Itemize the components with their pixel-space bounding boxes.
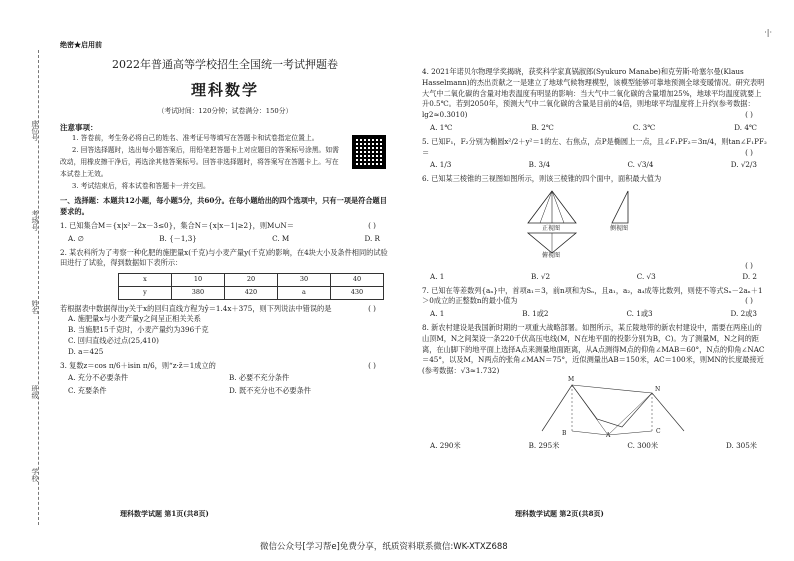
table-cell: x — [119, 274, 172, 287]
question-stem: 7. 已知在等差数列{aₙ}中，首项a₁＝3，前n项和为Sₙ，且a₁，a₂，a₄成等比数列，则使不等式Sₙ－2aₙ＋1＞0成立的正整数n的最小值为 — [422, 285, 763, 306]
table-row — [119, 286, 384, 299]
option-b: B. {－1,3} — [159, 233, 197, 243]
mountain-figure — [422, 375, 767, 439]
option-d: D. 305米 — [726, 440, 757, 450]
option-c: C. 300米 — [627, 440, 659, 450]
binding-strip — [0, 50, 48, 540]
option-b: B. 2℃ — [531, 122, 554, 132]
option-c: C. 充要条件 — [68, 386, 107, 396]
binding-label-class: 班级 — [31, 385, 39, 399]
option-d: D. 4℃ — [734, 122, 757, 132]
question-2 — [60, 248, 390, 358]
option-d: D. √2/3 — [730, 160, 757, 170]
option-c: C. √3/4 — [627, 160, 654, 170]
left-column — [60, 40, 390, 540]
table-cell: 40 — [331, 274, 384, 287]
options — [422, 160, 767, 171]
question-8 — [422, 323, 767, 452]
table-cell: a — [278, 286, 331, 299]
page-footer-2: 理科数学试题 第2页(共8页) — [515, 509, 604, 518]
notes-title: 注意事项： — [60, 122, 98, 132]
option-a: A. 290米 — [430, 440, 461, 450]
option-a: A. 1℃ — [430, 122, 453, 132]
option-d: D. R — [364, 233, 380, 243]
answer-paren: ( ) — [368, 303, 376, 313]
option-b: B. 必要不充分条件 — [229, 373, 290, 383]
question-stem: 8. 新农村建设是我国新时期的一项重大战略部署。如图所示，某丘陵地带的新农村建设中，需要在两座山的山顶M，N之间架设一条220千伏高压电线(M，N在地平面的投影分别为B，C)。为了测量M，N之间的距离，在山脚下的地平面上选择A点来测量地面距离，从A点测得M点的仰角∠MAB＝60°，N点的仰角∠NAC＝45°，以及M，N两点的张角∠MAN＝75°，近似测量出AB＝150米，AC＝100米，则MN的长度最接近(参考数据：√3≈1.732) — [422, 322, 765, 376]
qr-code-icon — [352, 135, 386, 169]
answer-paren: ( ) — [745, 110, 753, 120]
note-item: 3. 考试结束后，将本试卷和答题卡一并交回。 — [72, 181, 210, 190]
page-footer-1: 理科数学试题 第1页(共8页) — [120, 509, 209, 518]
answer-paren: ( ) — [368, 220, 376, 230]
answer-paren: ( ) — [745, 147, 753, 157]
question-7 — [422, 286, 767, 320]
secret-mark: 绝密★启用前 — [60, 40, 102, 49]
side-view — [612, 191, 628, 223]
answer-paren: ( ) — [745, 260, 753, 270]
question-stem: 2. 某农科所为了考察一种化肥的施肥量x(千克)与小麦产量y(千克)的影响，在4块大小及条件相同的试验田进行了试验，得到数据如下表所示： — [60, 247, 388, 268]
question-1 — [60, 221, 390, 245]
options — [60, 234, 390, 245]
front-view — [528, 191, 576, 223]
question-6 — [422, 174, 767, 282]
section-title: 一、选择题：本题共12小题，每小题5分，共60分。在每小题给出的四个选项中，只有一项是符合题目要求的。 — [60, 196, 387, 217]
options — [422, 123, 767, 134]
answer-paren: ( ) — [745, 296, 753, 306]
option-c: C. 3℃ — [632, 122, 656, 132]
three-view-svg — [422, 187, 767, 259]
label-m: M — [568, 375, 575, 383]
answer-paren: ( ) — [368, 360, 376, 370]
table-cell: 20 — [225, 274, 278, 287]
question-stem: 6. 已知某三棱锥的三视图如图所示，则该三棱锥的四个面中，面积最大值为 — [422, 174, 662, 184]
option-d: D. 既不充分也不必要条件 — [229, 386, 311, 396]
label-b: B — [562, 429, 567, 437]
option-a: A. ∅ — [68, 233, 85, 243]
option-c: C. √3 — [636, 271, 656, 281]
option-a: A. 1 — [430, 271, 445, 281]
binding-label-room: 考场号 — [31, 210, 39, 231]
option-a: A. 1 — [430, 309, 445, 319]
question-stem: 1. 已知集合M＝{x|x²－2x－3≤0}，集合N＝{x|x－1|≥2}，则M∪N＝ — [60, 220, 294, 230]
right-column — [422, 64, 767, 544]
top-view — [528, 233, 576, 253]
subject-title: 理科数学 — [190, 81, 259, 99]
option-d: D. 2 — [742, 271, 757, 281]
option-b: B. 295米 — [528, 440, 560, 450]
option-d: D. a＝425 — [68, 346, 104, 356]
question-3 — [60, 361, 390, 397]
option-a: A. 施肥量x与小麦产量y之间呈正相关关系 — [68, 314, 201, 324]
option-c: C. M — [272, 233, 290, 243]
options — [422, 441, 767, 452]
label-n: N — [655, 385, 661, 393]
wechat-watermark: 微信公众号[学习帮e]免费分享，纸质资料联系微信:WK-XTXZ688 — [260, 542, 508, 552]
binding-label-seat: 座位号 — [31, 120, 39, 141]
option-b: B. 1或2 — [522, 309, 549, 319]
binding-label-name: 姓名 — [31, 300, 39, 314]
table-cell: 30 — [278, 274, 331, 287]
table-cell: 430 — [331, 286, 384, 299]
exam-title: 2022年普通高等学校招生全国统一考试押题卷 — [112, 57, 338, 71]
three-view-figure — [422, 187, 767, 259]
table-cell: 380 — [172, 286, 225, 299]
label-a: A — [606, 431, 611, 439]
option-a: A. 充分不必要条件 — [68, 373, 129, 383]
option-d: D. 2或3 — [730, 309, 757, 319]
data-table — [118, 273, 384, 300]
option-b: B. √2 — [531, 271, 551, 281]
options — [60, 373, 390, 397]
question-cont: 若根据表中数据得出y关于x的回归直线方程为ŷ＝1.4x＋375，则下列说法中错误的是 — [60, 303, 332, 313]
table-row — [119, 274, 384, 287]
question-5 — [422, 137, 767, 171]
question-stem: 4. 2021年诺贝尔物理学奖揭晓，获奖科学家真锅淑郎(Syukuro Manabe)和克劳斯·哈塞尔曼(Klaus Hasselmann)的杰出贡献之一是建立了地球气候物理模型，该模型能够可靠地预测全球变暖情况。研究表明大气中二氧化碳的含量对地表温度有明显的影响：当大气中二氧化碳的含量增加25%，地球平均温度就要上升0.5℃。若到2050年，预测大气中二氧化碳的含量是目前的4倍，则地球平均温度将上升约(参考数据：lg2≈0.3010) — [422, 67, 765, 120]
note-item: 1. 答卷前，考生务必将自己的姓名、准考证号等填写在答题卡和试卷指定位置上。 — [72, 133, 319, 142]
note-item: 2. 回答选择题时，选出每小题答案后，用铅笔把答题卡上对应题目的答案标号涂黑。如需改动，用橡皮擦干净后，再选涂其他答案标号。回答非选择题时，将答案写在答题卡上。写在本试卷上无效。 — [60, 145, 339, 178]
corner-mark: ·|· — [764, 28, 772, 37]
mountain-svg — [422, 379, 767, 439]
table-cell: 10 — [172, 274, 225, 287]
question-stem: 5. 已知F₁，F₂分别为椭圆x²/2＋y²＝1的左、右焦点，点P是椭圆上一点，且∠F₁PF₂＝3π/4，则tan∠F₁PF₂＝ — [422, 136, 767, 157]
option-b: B. 3/4 — [528, 160, 551, 170]
top-view-label: 俯视图 — [542, 251, 561, 259]
options — [422, 272, 767, 283]
notes — [60, 133, 390, 192]
option-a: A. 1/3 — [430, 160, 452, 170]
side-view-label: 侧视图 — [610, 224, 629, 232]
options — [422, 309, 767, 320]
table-cell: y — [119, 286, 172, 299]
option-b: B. 当施肥15千克时，小麦产量约为396千克 — [68, 325, 209, 335]
label-c: C — [656, 427, 661, 435]
question-4 — [422, 67, 767, 134]
option-c: C. 1或3 — [626, 309, 653, 319]
question-stem: 3. 复数z＝cos π/6＋isin π/6，则“z·z̄＝1成立的 — [60, 360, 216, 370]
front-view-label: 正视图 — [542, 224, 561, 232]
exam-meta: （考试时间：120分钟；试卷满分：150分） — [157, 106, 293, 115]
option-c: C. 回归直线必过点(25,410) — [68, 336, 159, 346]
binding-label-school: 学校 — [31, 468, 39, 482]
table-cell: 420 — [225, 286, 278, 299]
